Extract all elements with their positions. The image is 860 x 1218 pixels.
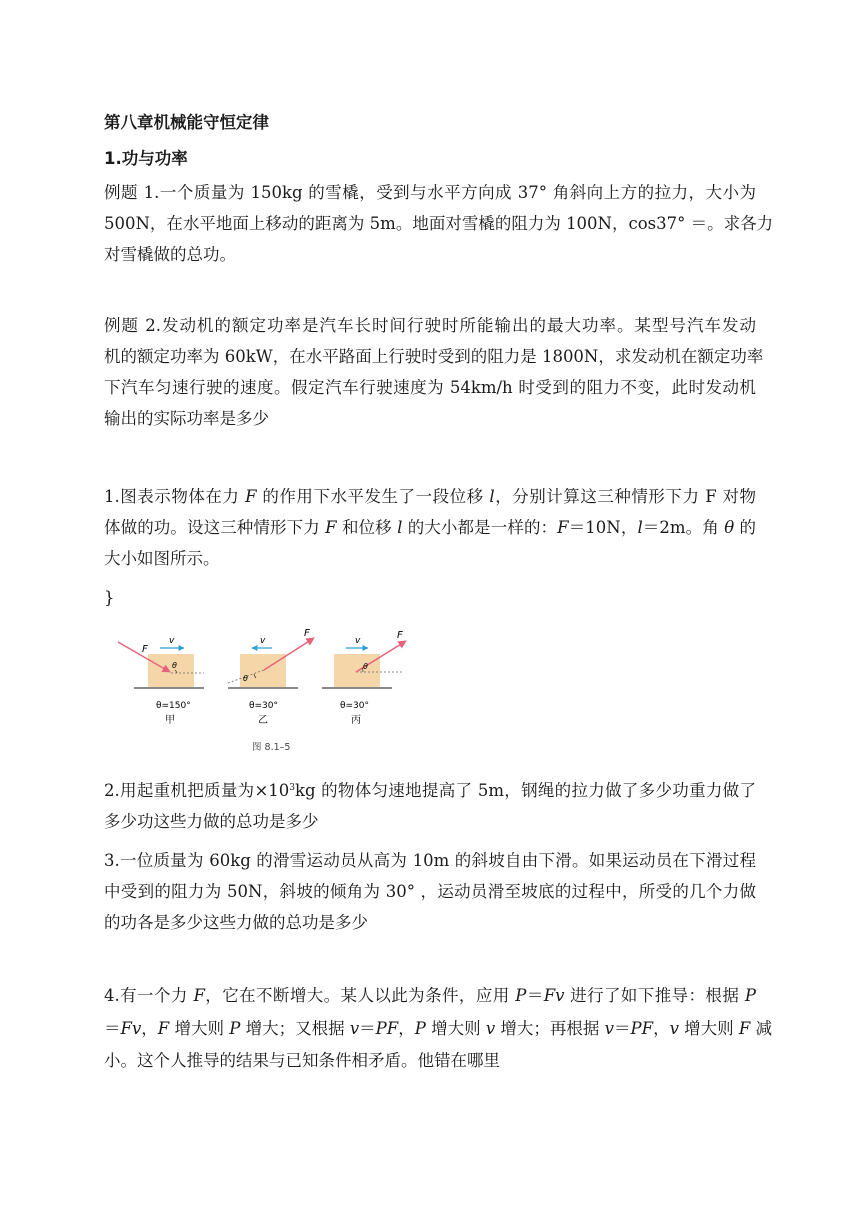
velocity-label: v [169,636,175,646]
panel-name: 甲 [165,715,175,726]
velocity-label: v [260,636,266,646]
question-3-line-1: 3.一位质量为 60kg 的滑雪运动员从高为 10m 的斜坡自由下滑。如果运动员在下滑过程 [104,851,756,870]
example-1-line-1: 例题 1.一个质量为 150kg 的雪橇，受到与水平方向成 37° 角斜向上方的拉力，大小为 [104,183,756,202]
panel-name: 丙 [351,715,361,726]
question-4-line-1: 4.有一个力 F，它在不断增大。某人以此为条件，应用 P＝Fv 进行了如下推导：根据 P [104,986,757,1005]
question-2-line-2: 多少功这些力做的总功是多少 [104,812,319,831]
ground [322,687,392,689]
angle-symbol: θ [172,661,177,670]
ground [228,687,298,689]
panel-jia [118,636,204,726]
example-1-line-3: 对雪橇做的总功。 [104,245,236,264]
question-1-line-2: 体做的功。设这三种情形下力 F 和位移 l 的大小都是一样的：F＝10N，l＝2m。角 θ 的 [104,518,757,537]
panel-name: 乙 [258,715,268,726]
velocity-label: v [355,636,361,646]
section-heading: 1.功与功率 [104,149,188,168]
panel-angle-text: θ=30° [249,701,278,711]
question-1-line-3: 大小如图所示。 [104,549,220,568]
force-label: F [397,630,403,641]
chapter-heading: 第八章机械能守恒定律 [104,113,269,132]
question-4-line-3: 小。这个人推导的结果与已知条件相矛盾。他错在哪里 [104,1051,500,1070]
example-1-line-2: 500N，在水平地面上移动的距离为 5m。地面对雪橇的阻力为 100N，cos37° ＝。求各力 [104,214,774,233]
angle-symbol: θ [243,674,248,683]
force-label: F [304,628,310,639]
block [148,654,194,687]
question-2-line-1: 2.用起重机把质量为$\times 10^3kg$ 的物体匀速地提高了 5m，钢绳的拉力做了多少功重力做了 [104,781,756,800]
example-2-line-4: 输出的实际功率是多少 [104,409,269,428]
force-diagram-figure [112,622,412,760]
example-2-line-3: 下汽车匀速行驶的速度。假定汽车行驶速度为 54km/h 时受到的阻力不变，此时发动机 [104,378,756,397]
ground [134,687,204,689]
question-3-line-2: 中受到的阻力为 50N，斜坡的倾角为 30° ，运动员滑至坡底的过程中，所受的几个力做 [104,882,756,901]
example-2-line-1: 例题 2.发动机的额定功率是汽车长时间行驶时所能输出的最大功率。某型号汽车发动 [104,316,756,335]
question-1-line-1: 1.图表示物体在力 F 的作用下水平发生了一段位移 l，分别计算这三种情形下力 F 对物 [104,487,756,506]
figure-caption: 图 8.1–5 [252,742,291,753]
force-label: F [142,644,148,655]
question-3-line-3: 的功各是多少这些力做的总功是多少 [104,913,368,932]
panel-angle-text: θ=30° [340,701,369,711]
panel-angle-text: θ=150° [156,701,191,711]
question-4-line-2: ＝Fv，F 增大则 P 增大；又根据 v＝PF，P 增大则 v 增大；再根据 v＝PF，v 增大则 F 减 [104,1019,773,1038]
example-2-line-2: 机的额定功率为 60kW，在水平路面上行驶时受到的阻力是 1800N，求发动机在额定功率 [104,347,764,366]
block [334,654,380,687]
panel-bing [322,630,406,726]
stray-brace: } [104,588,115,607]
panel-yi [228,628,314,726]
angle-symbol: θ [363,662,368,671]
